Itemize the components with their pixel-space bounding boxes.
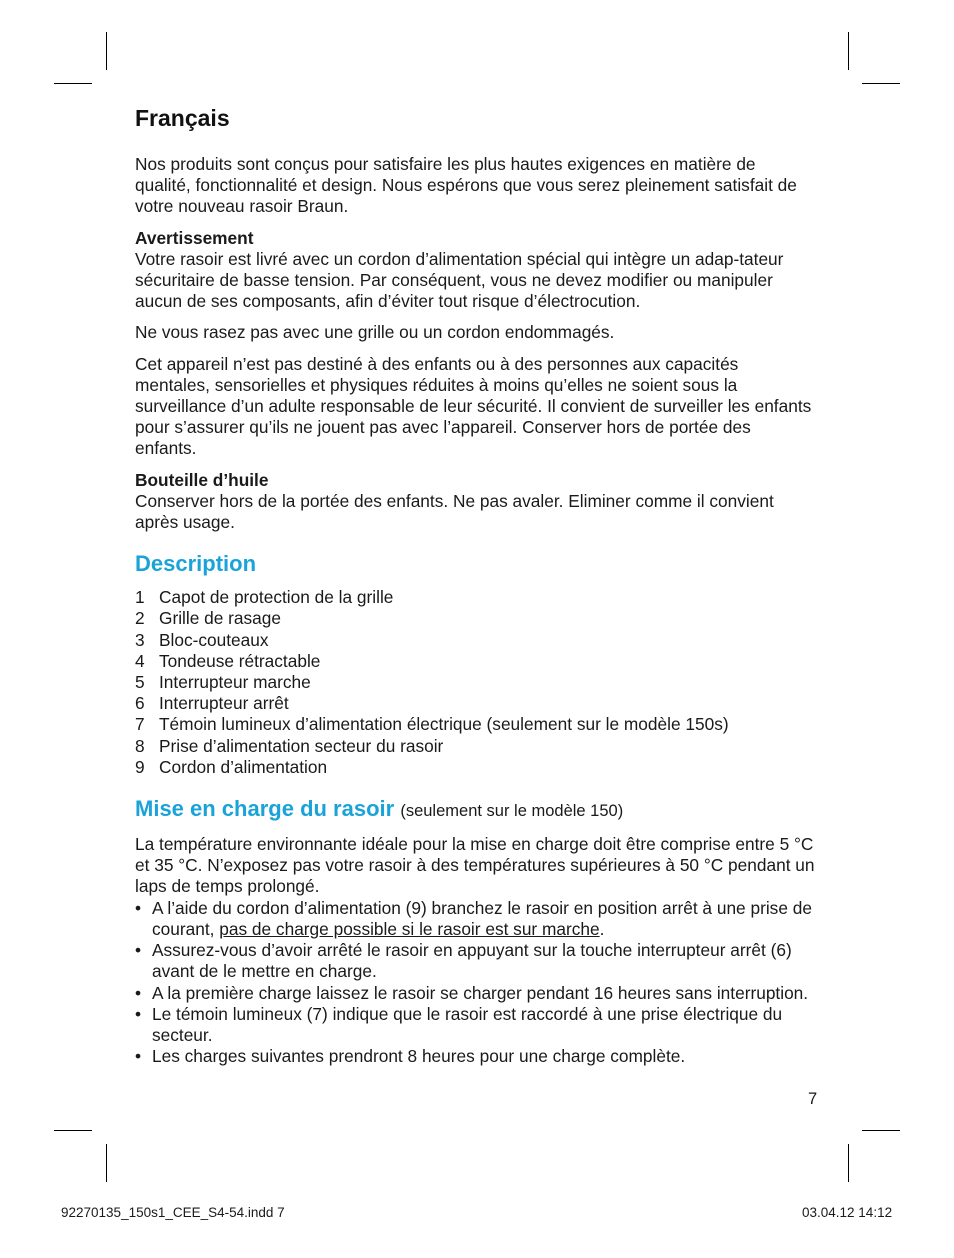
crop-mark bbox=[54, 83, 92, 84]
list-item: 3 Bloc-couteaux bbox=[135, 629, 269, 650]
crop-mark bbox=[862, 83, 900, 84]
list-item: 9 Cordon d’alimentation bbox=[135, 756, 328, 777]
footer-date: 03.04.12 14:12 bbox=[802, 1205, 893, 1220]
crop-mark bbox=[54, 1130, 92, 1131]
list-item: 1 Capot de protection de la grille bbox=[135, 587, 394, 608]
description-list bbox=[135, 587, 815, 778]
footer-file: 92270135_150s1_CEE_S4-54.indd 7 bbox=[61, 1205, 285, 1220]
list-item: 6 Interrupteur arrêt bbox=[135, 693, 289, 714]
crop-mark bbox=[862, 1130, 900, 1131]
warning-section bbox=[135, 228, 815, 313]
list-item: 7 Témoin lumineux d’alimentation électrique (seulement sur le modèle 150s) bbox=[135, 714, 729, 735]
crop-mark bbox=[848, 1144, 849, 1182]
charging-intro: La température environnante idéale pour la mise en charge doit être comprise entre 5 °C et 35 °C. N’exposez pas votre rasoir à des températures supérieures à 50 °C pendant un laps de temps prolongé. bbox=[135, 834, 815, 897]
warning-children-paragraph: Cet appareil n’est pas destiné à des enfants ou à des personnes aux capacités mentales, sensorielles et physiques réduites à moins qu’elles ne soient sous la surveillance d’un adulte responsable de leur sécurité. Il convient de surveiller les enfants pour s’assurer qu’ils ne jouent pas avec l’appareil. Conserver hors de portée des enfants. bbox=[135, 353, 812, 459]
list-item: 8 Prise d’alimentation secteur du rasoir bbox=[135, 735, 444, 756]
description-heading: Description bbox=[135, 551, 257, 577]
crop-mark bbox=[106, 1144, 107, 1182]
charging-heading-title: Mise en charge du rasoir bbox=[135, 796, 395, 822]
crop-mark bbox=[106, 32, 107, 70]
oil-text: Conserver hors de la portée des enfants. Ne pas avaler. Eliminer comme il convient après usage. bbox=[135, 490, 774, 533]
list-item: • Le témoin lumineux (7) indique que le rasoir est raccordé à une prise électrique du secteur. bbox=[135, 1003, 783, 1045]
list-item: • Les charges suivantes prendront 8 heures pour une charge complète. bbox=[135, 1046, 686, 1067]
intro-paragraph: Nos produits sont conçus pour satisfaire les plus hautes exigences en matière de qualité, fonctionnalité et design. Nous espérons que vous serez pleinement satisfait de votre nouveau rasoir Braun. bbox=[135, 154, 797, 217]
charging-heading-note: (seulement sur le modèle 150) bbox=[400, 802, 624, 821]
warning-grid-paragraph: Ne vous rasez pas avec une grille ou un cordon endommagés. bbox=[135, 322, 615, 343]
page-title: Français bbox=[135, 105, 230, 131]
list-item: • Assurez-vous d’avoir arrêté le rasoir en appuyant sur la touche interrupteur arrêt (6) avant de le mettre en charge. bbox=[135, 940, 792, 982]
crop-mark bbox=[848, 32, 849, 70]
warning-heading: Avertissement bbox=[135, 227, 254, 248]
charging-heading bbox=[135, 796, 815, 824]
page-content bbox=[135, 104, 815, 1067]
list-item: 4 Tondeuse rétractable bbox=[135, 650, 321, 671]
charging-warning-underlined: pas de charge possible si le rasoir est sur marche bbox=[219, 918, 600, 939]
list-item: • A la première charge laissez le rasoir se charger pendant 16 heures sans interruption. bbox=[135, 982, 809, 1003]
list-item: • A l’aide du cordon d’alimentation (9) branchez le rasoir en position arrêt à une prise de courant, pas de charge possible si le rasoir est sur marche. bbox=[135, 897, 812, 939]
page-number: 7 bbox=[808, 1090, 818, 1108]
oil-heading: Bouteille d’huile bbox=[135, 469, 269, 490]
charging-list bbox=[135, 898, 815, 1068]
list-item: 5 Interrupteur marche bbox=[135, 672, 311, 693]
list-item: 2 Grille de rasage bbox=[135, 608, 281, 629]
warning-text: Votre rasoir est livré avec un cordon d’alimentation spécial qui intègre un adap-tateur sécuritaire de basse tension. Par conséquent, vous ne devez modifier ou manipuler aucun de ses composants, afin d’éviter tout risque d’électrocution. bbox=[135, 248, 784, 312]
oil-section bbox=[135, 470, 815, 534]
